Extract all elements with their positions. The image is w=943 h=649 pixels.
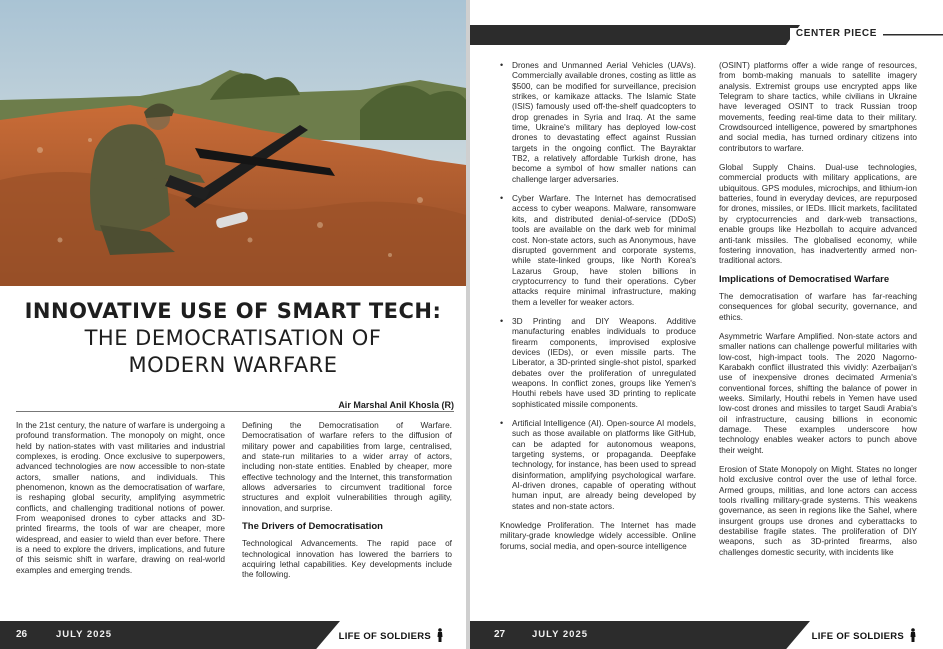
asymmetric-paragraph: Asymmetric Warfare Amplified. Non-state actors and smaller nations can challenge powerful militaries with low-cost, high-impact tools. The 2020 Nagorno-Karabakh conflict illustrated this vividly: Azerbaijan's use of inexpensive drones decimated Armenia's conventional forces, shifting the balance of power in weeks. Similarly, Houthi rebels in Yemen have used low-cost drones and missiles to target Saudi Arabia's oil infrastructure, causing billions in economic damage. These examples underscore how technology enables weaker actors to punch above their weight. bbox=[719, 330, 917, 455]
issue-date: JULY 2025 bbox=[532, 629, 589, 640]
byline-divider bbox=[16, 411, 454, 412]
definition-paragraph: Defining the Democratisation of Warfare. Democratisation of warfare refers to the diffusion of military power and capabilities from large, centralised, and state-run militaries to a wider array of actors, including non-state entities. Enabled by cheaper, more effective technology and the Internet, this transformation allows adversaries to circumvent traditional force structures and exploit vulnerabilities through agility, innovation, and surprise. bbox=[242, 420, 452, 513]
title-line-1: INNOVATIVE USE OF SMART TECH: bbox=[24, 299, 442, 323]
left-footer bbox=[0, 621, 466, 649]
tech-advancements-paragraph: Technological Advancements. The rapid pace of technological innovation has lowered the barriers to acquiring lethal capabilities. Key developments include the following. bbox=[242, 538, 452, 580]
right-column-1 bbox=[500, 60, 696, 560]
title-line-2: THE DEMOCRATISATION OF bbox=[84, 326, 382, 350]
left-column-2 bbox=[242, 420, 452, 589]
magazine-logo bbox=[812, 628, 917, 645]
right-column-2 bbox=[719, 60, 917, 566]
erosion-paragraph: Erosion of State Monopoly on Might. States no longer hold exclusive control over the use of lethal force. Armed groups, militias, and lone actors can access tools rivalling military-grade systems. This weakens governance, as seen in regions like the Sahel, where insurgent groups use drones and cyberattacks to destabilise fragile states. The proliferation of DIY weapons, such as 3D-printed firearms, also challenges domestic security, with incidents like bbox=[719, 464, 917, 557]
osint-paragraph: (OSINT) platforms offer a wide range of resources, from bomb-making manuals to satellite imagery analysis. Extremist groups use encrypted apps like Telegram to share tactics, while civilians in Ukraine have leveraged OSINT to track Russian troop movements, feeding real-time data to their military. Crowdsourced intelligence, powered by smartphones and social media, has turned ordinary citizens into contributors to warfare. bbox=[719, 60, 917, 153]
implications-intro: The democratisation of warfare has far-reaching consequences for global security, governance, and ethics. bbox=[719, 290, 917, 322]
knowledge-paragraph: Knowledge Proliferation. The Internet has made military-grade knowledge widely accessible. Online forums, social media, and open-source intelligence bbox=[500, 520, 696, 551]
supply-chains-paragraph: Global Supply Chains. Dual-use technologies, commercial products with military applications, are ubiquitous. GPS modules, microchips, and lithium-ion batteries, found in everyday devices, are repurposed for drones, missiles, or IEDs. Illicit markets, facilitated by cryptocurrencies and dark-web transactions, enable groups like Hezbollah to acquire advanced anti-tank missiles. The globalised economy, while fostering innovation, has inadvertently armed non-traditional actors. bbox=[719, 162, 917, 266]
bullet-3d-printing: • 3D Printing and DIY Weapons. Additive manufacturing enables individuals to produce firearm components, improvised explosive devices (IEDs), or even missile parts. The Liberator, a 3D-printed single-shot pistol, sparked debates over the proliferation of unregulated weapons. In conflict zones, groups like Yemen's Houthi rebels have used 3D printing to replicate sophisticated missile components. bbox=[500, 316, 696, 409]
page-number: 27 bbox=[494, 629, 506, 640]
drivers-heading: The Drivers of Democratisation bbox=[242, 521, 383, 533]
footer-bar bbox=[0, 621, 340, 649]
soldier-icon bbox=[909, 628, 917, 645]
logo-text: LIFE OF SOLDIERS bbox=[338, 631, 432, 643]
right-footer bbox=[470, 621, 943, 649]
issue-date: JULY 2025 bbox=[56, 629, 113, 640]
page-number: 26 bbox=[16, 629, 28, 640]
left-page bbox=[0, 0, 466, 649]
right-page bbox=[470, 0, 943, 649]
title-line-3: MODERN WARFARE bbox=[128, 353, 338, 377]
author-byline: Air Marshal Anil Khosla (R) bbox=[338, 400, 454, 410]
magazine-logo bbox=[339, 628, 444, 645]
intro-paragraph: In the 21st century, the nature of warfare is undergoing a profound transformation. The monopoly on might, once held by nation-states with vast militaries and industrial complexes, is eroding. Once exclusive to superpowers, advanced technologies are now accessible to non-state actors, smaller nations, and individuals. This phenomenon, known as the democratisation of warfare, is reshaping global security, amplifying asymmetric conflicts, and challenging traditional notions of power. From weaponised drones to cyber attacks and 3D-printed firearms, the tools of war are cheaper, more widespread, and easier to wield than ever before. There is a need to explore the drivers, implications, and future of this seismic shift in warfare, drawing on real-world examples and emerging trends. bbox=[16, 420, 225, 575]
section-label: CENTER PIECE bbox=[790, 28, 883, 39]
implications-heading: Implications of Democratised Warfare bbox=[719, 273, 890, 285]
article-title bbox=[0, 298, 466, 379]
bullet-drones: • Drones and Unmanned Aerial Vehicles (UAVs). Commercially available drones, costing as little as $500, can be modified for surveillance, precision strikes, or kamikaze attacks. The Islamic State (ISIS) famously used off-the-shelf quadcopters to drop grenades in Syria and Iraq. At the same time, Ukraine's military has deployed low-cost drones to devastating effect against Russian targets in the ongoing conflict. The Bayraktar TB2, a relatively affordable Turkish drone, has become a symbol of how smaller nations can challenge larger adversaries. bbox=[500, 60, 696, 184]
drone-launch-photo bbox=[0, 0, 466, 286]
photo-illustration bbox=[0, 0, 466, 286]
soldier-icon bbox=[436, 628, 444, 645]
bullet-ai: • Artificial Intelligence (AI). Open-source AI models, such as those available on platforms like GitHub, can be adapted for autonomous weapons, targeting systems, or propaganda. Deepfake technology, for instance, has been used to spread disinformation, amplifying psychological warfare. AI-driven drones, capable of operating without human input, are already being developed by states and non-state actors. bbox=[500, 418, 696, 511]
left-column-1 bbox=[16, 420, 225, 584]
logo-text: LIFE OF SOLDIERS bbox=[811, 631, 905, 643]
bullet-cyber: • Cyber Warfare. The Internet has democratised access to cyber weapons. Malware, ransomware kits, and distributed denial-of-service (DDoS) tools are available on the dark web for minimal cost. Non-state actors, such as Anonymous, have disrupted government and corporate systems, while state-linked groups, like North Korea's Lazarus Group, have stolen billions in cryptocurrency to fund their operations. Cyber attacks require minimal infrastructure, making them a leveller for weaker actors. bbox=[500, 193, 696, 307]
footer-bar bbox=[470, 621, 810, 649]
